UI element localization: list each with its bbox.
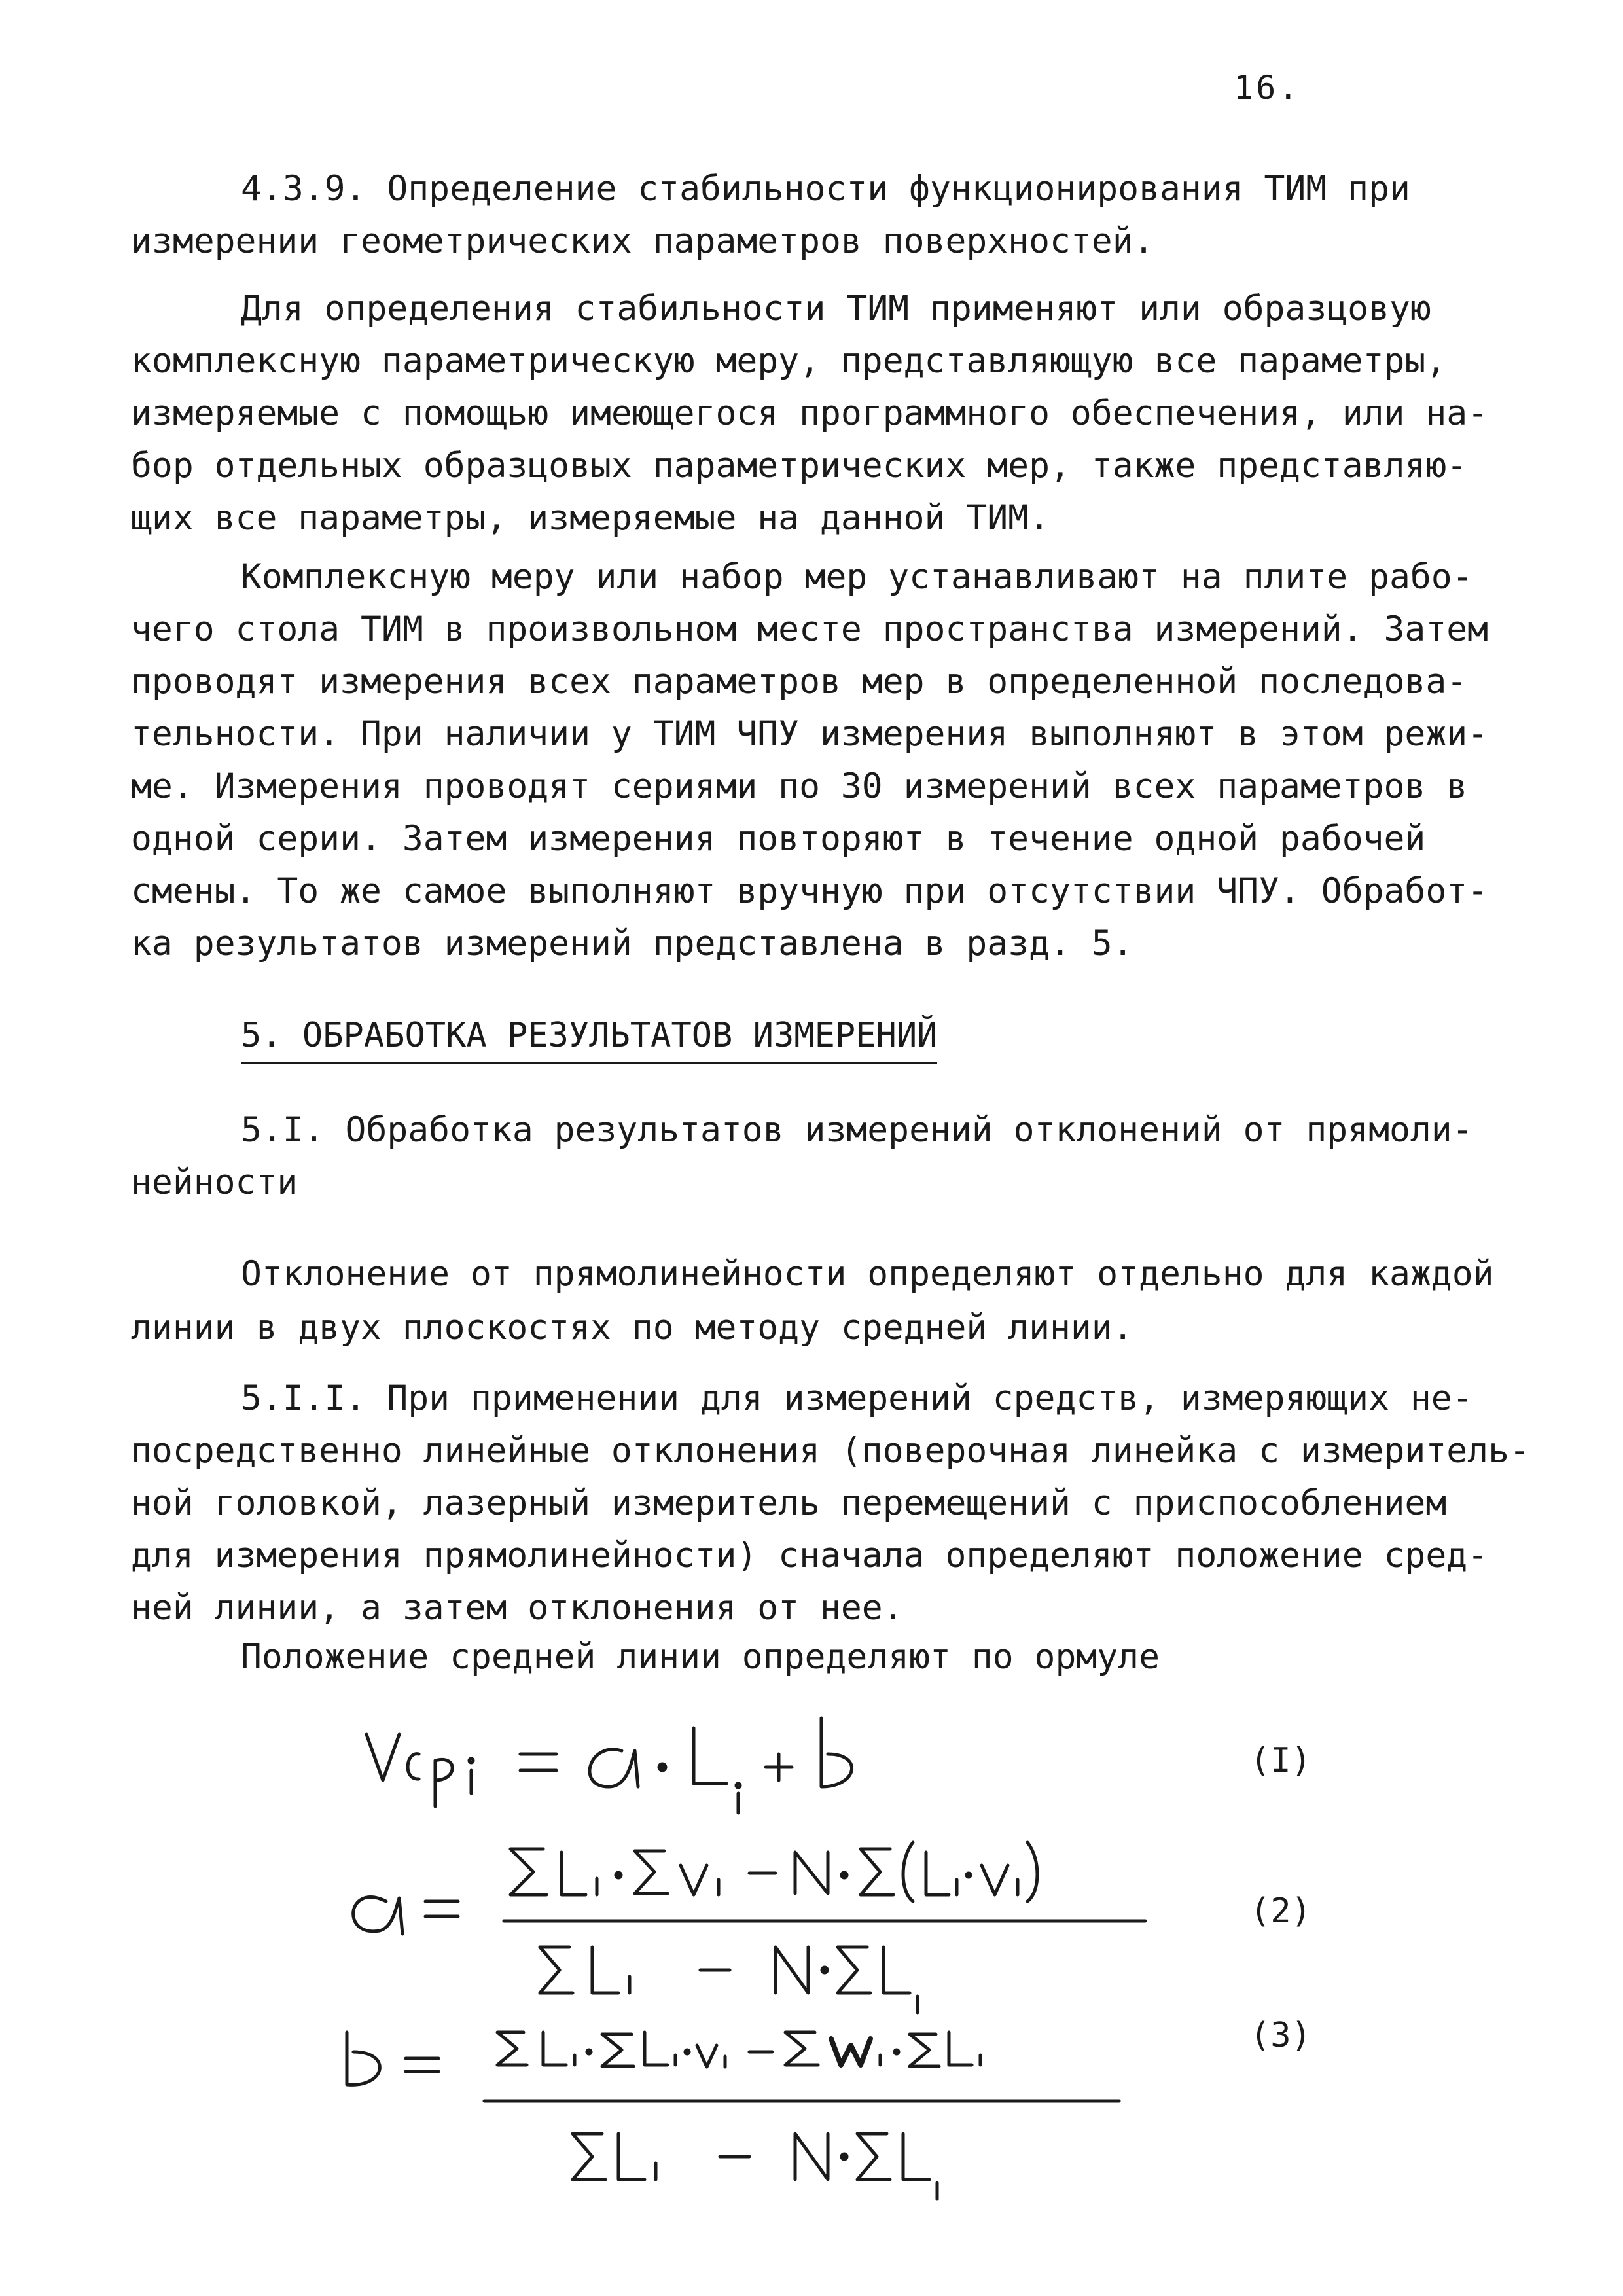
text-line: ной головкой, лазерный измеритель перемещений с приспособлением xyxy=(131,1483,1447,1523)
text-line: 5.I. Обработка результатов измерений отклонений от прямоли- xyxy=(241,1110,1473,1150)
formula-1 xyxy=(366,1728,674,1767)
text-line: посредственно линейные отклонения (поверочная линейка с измеритель- xyxy=(131,1431,1530,1471)
text-line: тельности. При наличии у ТИМ ЧПУ измерения выполняют в этом режи- xyxy=(131,714,1489,754)
text-line: измеряемые с помощью имеющегося программного обеспечения, или на- xyxy=(131,393,1489,433)
text-line: смены. То же самое выполняют вручную при отсутствии ЧПУ. Обработ- xyxy=(131,871,1489,911)
text-line: ме. Измерения проводят сериями по 30 измерений всех параметров в xyxy=(131,766,1468,806)
text-line: щих все параметры, измеряемые на данной ТИМ. xyxy=(131,498,1050,538)
section-title: 5. ОБРАБОТКА РЕЗУЛЬТАТОВ ИЗМЕРЕНИЙ xyxy=(241,1016,937,1064)
text-line: Комплексную меру или набор мер устанавливают на плите рабо- xyxy=(241,557,1473,597)
text-line: Положение средней линии определяют по ормуле xyxy=(241,1637,1160,1677)
text-line: проводят измерения всех параметров мер в определенной последова- xyxy=(131,662,1468,702)
formula-3-denominator xyxy=(576,2137,801,2176)
text-line: Отклонение от прямолинейности определяют отдельно для каждой xyxy=(241,1254,1494,1294)
text-line: 5.I.I. При применении для измерений средств, измеряющих не- xyxy=(241,1378,1473,1418)
page-number: 16. xyxy=(1234,69,1301,107)
text-line: ней линии, а затем отклонения от нее. xyxy=(131,1588,904,1628)
formula-2-numerator xyxy=(510,1852,920,1892)
text-line: чего стола ТИМ в произвольном месте пространства измерений. Затем xyxy=(131,609,1489,649)
text-line: ка результатов измерений представлена в разд. 5. xyxy=(131,924,1133,963)
text-line: линии в двух плоскостях по методу средней линии. xyxy=(131,1308,1133,1348)
text-line: для измерения прямолинейности) сначала определяют положение сред- xyxy=(131,1535,1489,1575)
text-line: измерении геометрических параметров поверхностей. xyxy=(131,221,1154,261)
text-line: 4.3.9. Определение стабильности функционирования ТИМ при xyxy=(241,169,1410,209)
formula-3-numerator xyxy=(497,2032,907,2072)
text-line: комплексную параметрическую меру, представляющую все параметры, xyxy=(131,341,1447,381)
formula-1-number: (I) xyxy=(1250,1741,1311,1780)
formula-2-denominator xyxy=(543,1950,768,1990)
text-line: бор отдельных образцовых параметрических мер, также представляю- xyxy=(131,446,1468,486)
formula-2-number: (2) xyxy=(1250,1892,1311,1931)
text-line: Для определения стабильности ТИМ применяют или образцовую xyxy=(241,289,1431,329)
text-line: одной серии. Затем измерения повторяют в течение одной рабочей xyxy=(131,819,1426,859)
text-line: нейности xyxy=(131,1162,298,1202)
formula-3-number: (3) xyxy=(1250,2016,1311,2055)
